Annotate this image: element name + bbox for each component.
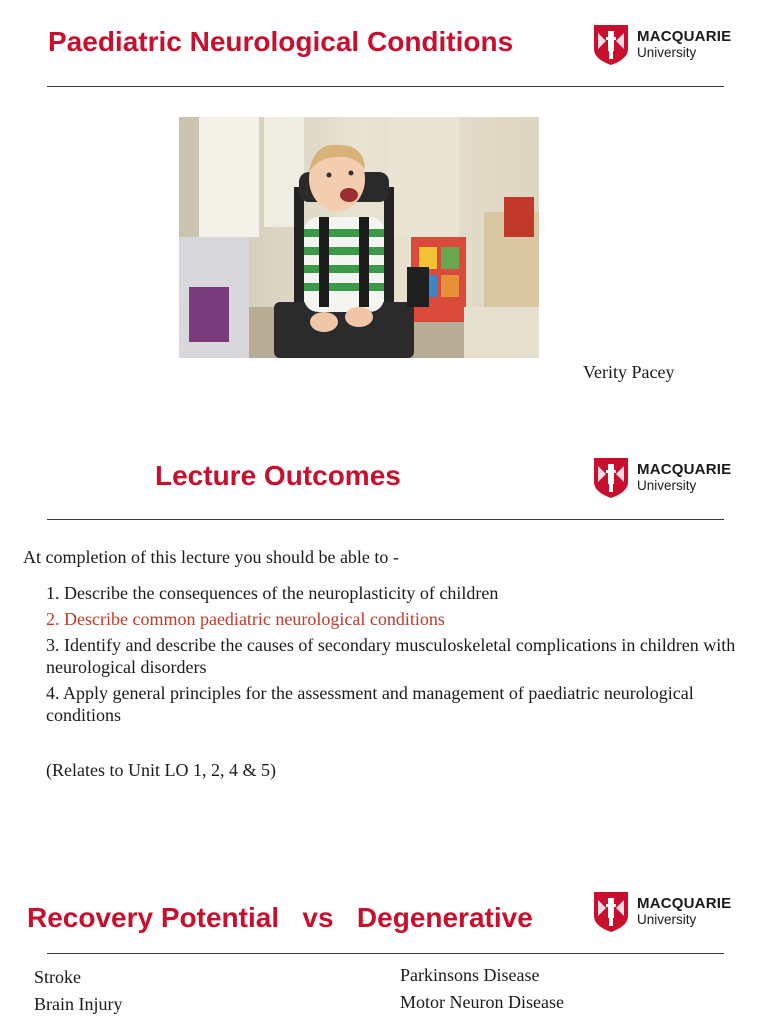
slide-title-heading: Paediatric Neurological Conditions bbox=[48, 26, 514, 57]
macquarie-logo bbox=[594, 458, 734, 500]
slide-title bbox=[0, 0, 768, 430]
macquarie-logo bbox=[594, 892, 734, 934]
outcome-item: 3. Identify and describe the causes of secondary musculoskeletal complications in children with neurological disorders bbox=[46, 635, 736, 677]
title-divider bbox=[47, 86, 724, 87]
macquarie-logo bbox=[594, 25, 734, 67]
degenerative-list bbox=[400, 962, 564, 1016]
logo-wordmark: MACQUARIE bbox=[637, 461, 732, 478]
outcomes-heading: Lecture Outcomes bbox=[155, 460, 401, 491]
logo-wordmark: MACQUARIE bbox=[637, 28, 732, 45]
outcomes-intro: At completion of this lecture you should be able to - bbox=[23, 547, 399, 567]
outcome-item: 1. Describe the consequences of the neuroplasticity of children bbox=[46, 583, 499, 603]
logo-subtitle: University bbox=[637, 912, 697, 927]
recovery-item: Brain Injury bbox=[34, 994, 123, 1014]
recovery-heading: Recovery Potential vs Degenerative bbox=[27, 902, 533, 933]
macquarie-shield-icon bbox=[594, 25, 628, 65]
degenerative-item: Parkinsons Disease bbox=[400, 965, 540, 985]
title-divider bbox=[47, 953, 724, 954]
author-name: Verity Pacey bbox=[583, 362, 675, 382]
logo-subtitle: University bbox=[637, 45, 697, 60]
macquarie-shield-icon bbox=[594, 458, 628, 498]
outcome-item: 4. Apply general principles for the assessment and management of paediatric neurological conditions bbox=[46, 683, 694, 725]
title-divider bbox=[47, 519, 724, 520]
recovery-list bbox=[34, 964, 122, 1018]
logo-wordmark: MACQUARIE bbox=[637, 895, 732, 912]
logo-subtitle: University bbox=[637, 478, 697, 493]
outcome-item-highlighted: 2. Describe common paediatric neurological conditions bbox=[46, 609, 445, 629]
macquarie-shield-icon bbox=[594, 892, 628, 932]
slide-outcomes bbox=[0, 430, 768, 860]
degenerative-item: Motor Neuron Disease bbox=[400, 992, 564, 1012]
slide-recovery bbox=[0, 860, 768, 1024]
recovery-item: Stroke bbox=[34, 967, 81, 987]
child-wheelchair-photo bbox=[179, 117, 539, 358]
unit-lo-note: (Relates to Unit LO 1, 2, 4 & 5) bbox=[46, 760, 276, 780]
outcomes-list bbox=[46, 582, 746, 730]
